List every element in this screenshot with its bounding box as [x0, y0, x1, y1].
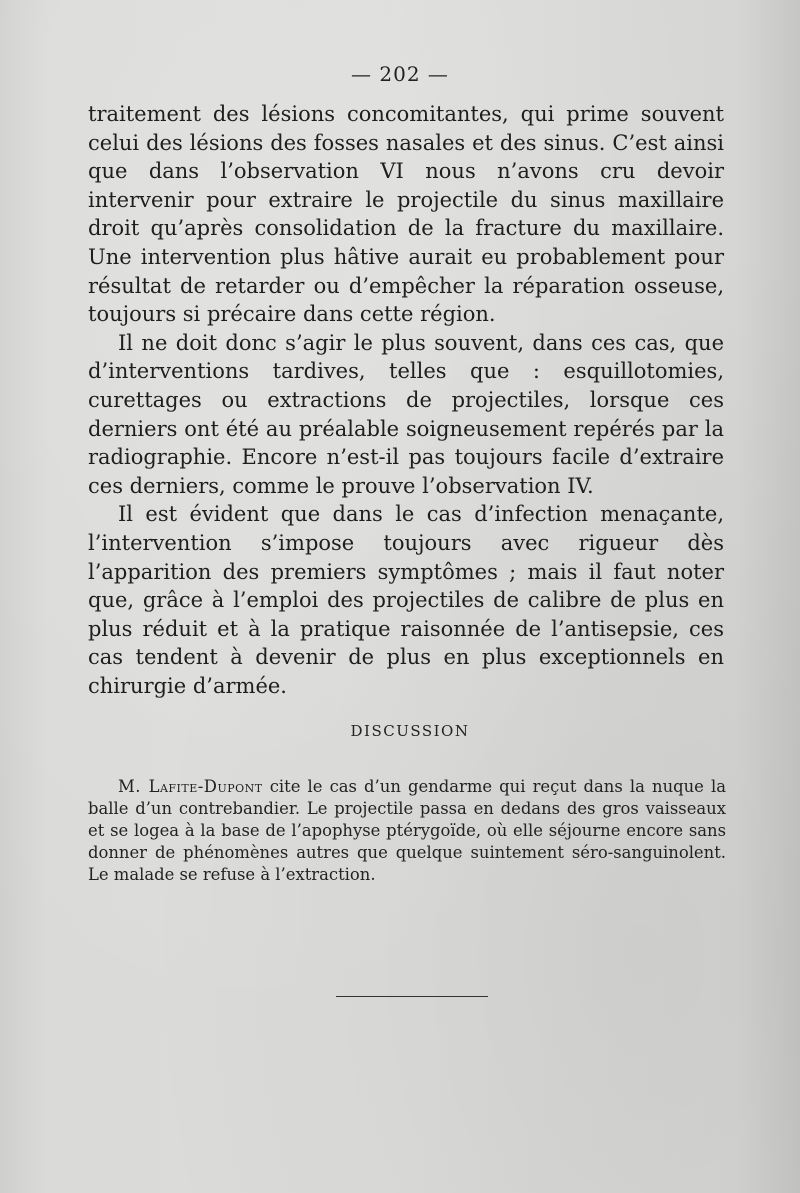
- discussion-paragraph: [88, 776, 726, 886]
- end-divider: [336, 996, 488, 997]
- main-text: [88, 100, 724, 700]
- paragraph-3: Il est évident que dans le cas d’infection menaçante, l’intervention s’impose toujours avec rigueur dès l’apparition des premiers symptômes ; mais il faut noter que, grâce à l’emploi des projectiles de calibre de plus en plus réduit et à la pratique raisonnée de l’antisepsie, ces cas tendent à devenir de plus en plus exceptionnels en chirurgie d’armée.: [88, 502, 724, 698]
- paragraph-2: Il ne doit donc s’agir le plus souvent, dans ces cas, que d’interventions tardives, telles que : esquillotomies, curettages ou extractions de projectiles, lorsque ces derniers ont été au préalable soigneusement repérés par la radiographie. Encore n’est-il pas toujours facile d’extraire ces derniers, comme le prouve l’observation IV.: [88, 330, 724, 498]
- discussion-speaker: M. Lafite-Dupont: [118, 777, 263, 796]
- page-number: — 202 —: [351, 62, 449, 86]
- discussion-heading: DISCUSSION: [350, 722, 470, 740]
- paragraph-1: traitement des lésions concomitantes, qui prime souvent celui des lésions des fosses nasales et des sinus. C’est ainsi que dans l’observation VI nous n’avons cru devoir intervenir pour extraire le projectile du sinus maxillaire droit qu’après consolidation de la fracture du maxillaire. Une intervention plus hâtive aurait eu probablement pour résultat de retarder ou d’empêcher la réparation osseuse, toujours si précaire dans cette région.: [88, 102, 724, 327]
- discussion-body: cite le cas d’un gendarme qui reçut dans la nuque la balle d’un contrebandier. Le projectile passa en dedans des gros vaisseaux et se logea à la base de l’apophyse ptérygoïde, où elle séjourne encore sans donner de phénomènes autres que quelque suintement séro-sanguinolent. Le malade se refuse à l’extraction.: [88, 777, 726, 884]
